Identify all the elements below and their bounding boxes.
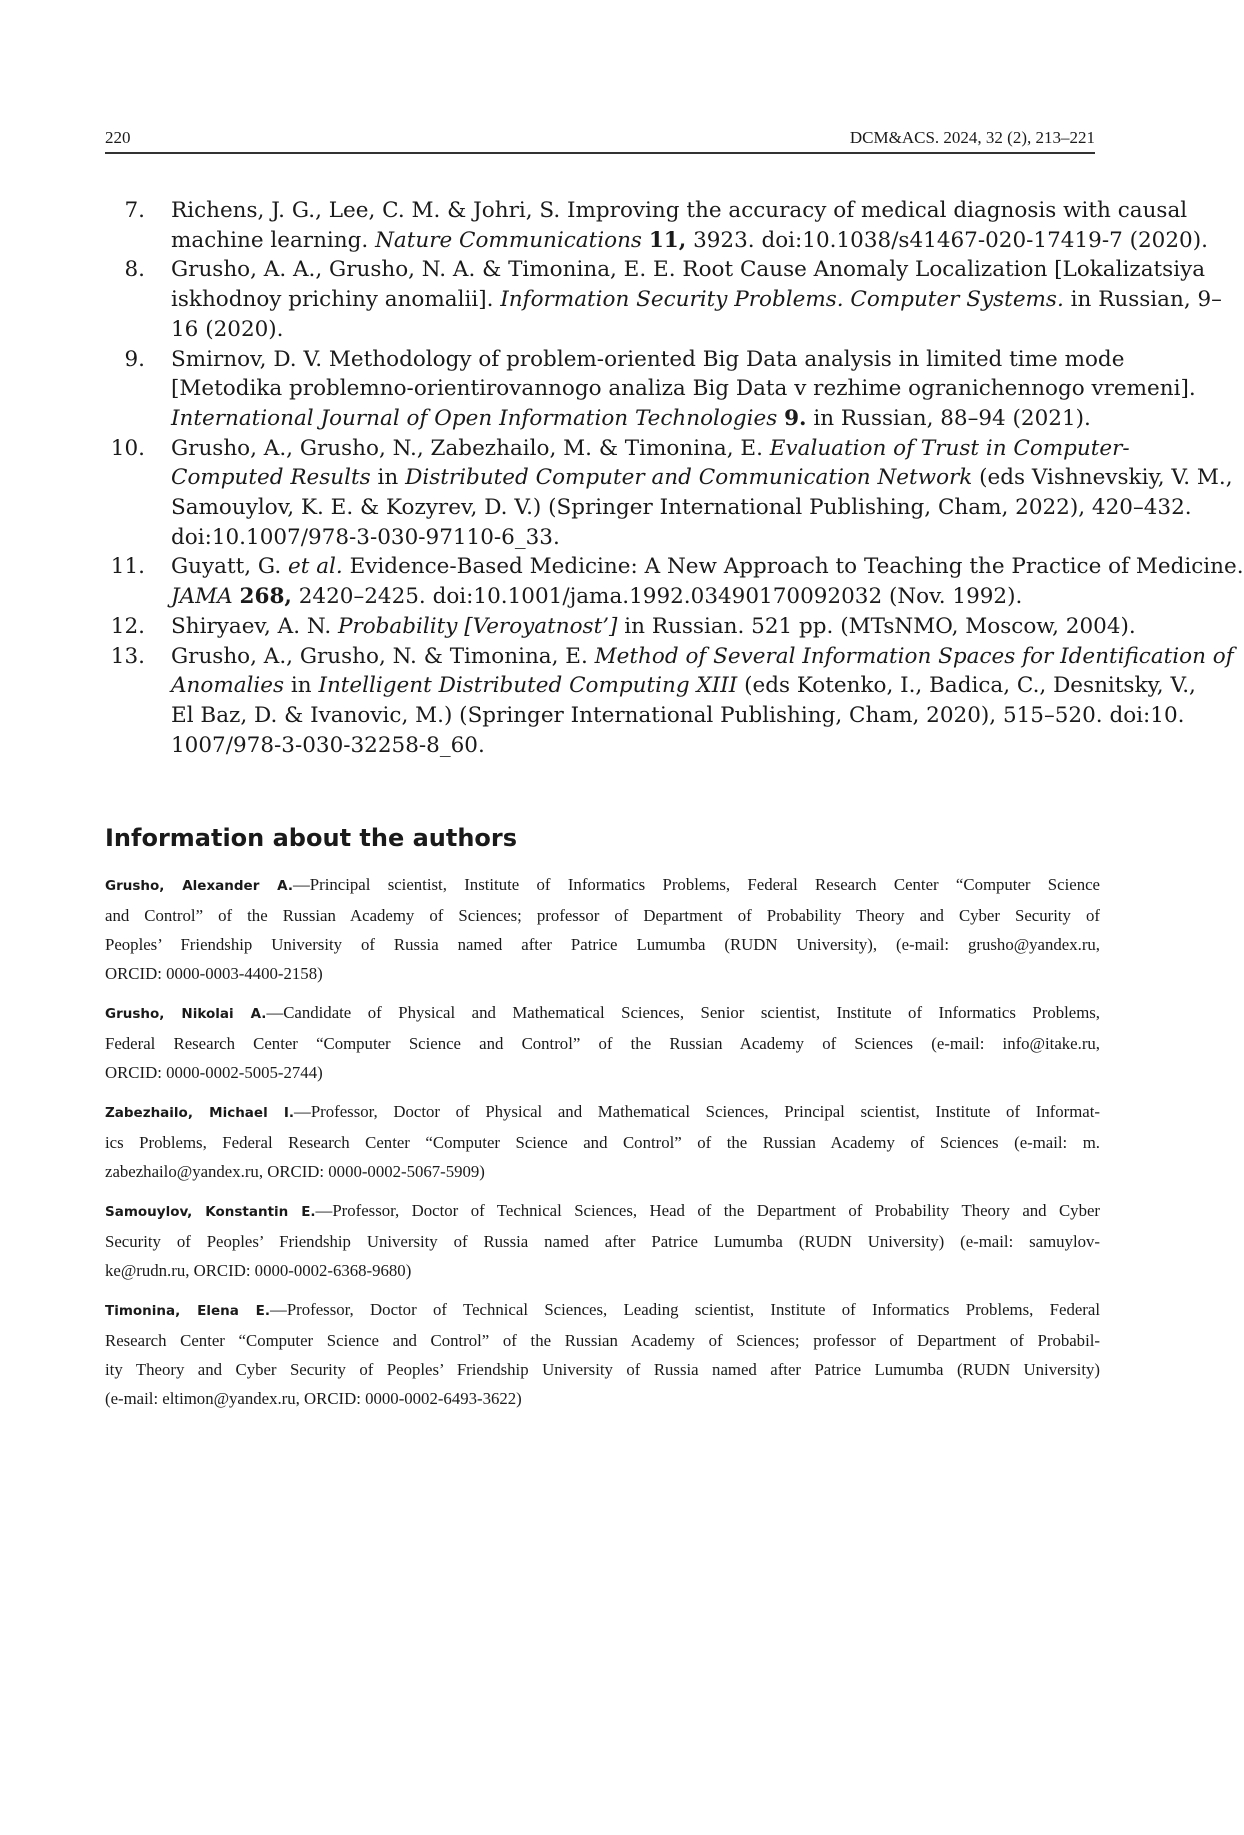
author-description: —Professor, Doctor of Technical Sciences, Head of the Department of Probability Theory and Cyber <box>315 1201 1100 1220</box>
reference-segment: Richens, J. G., Lee, C. M. & Johri, S. Improving the accuracy of medical diagnosis with causal <box>171 198 1188 223</box>
reference-number: 7. <box>124 198 145 223</box>
author-text-line <box>105 1029 1100 1058</box>
author-description: —Professor, Doctor of Technical Sciences, Leading scientist, Institute of Informatics Problems, Federal <box>270 1300 1100 1319</box>
reference-number: 9. <box>124 346 145 372</box>
reference-line <box>171 285 1222 315</box>
reference-segment: in <box>284 673 319 699</box>
reference-segment: Smirnov, D. V. Methodology of problem-oriented Big Data analysis in limited time mode <box>171 346 1125 372</box>
author-entry <box>105 870 1100 988</box>
author-name: Timonina, Elena E. <box>105 1303 271 1319</box>
reference-line <box>171 731 1100 761</box>
author-text-line <box>105 870 1100 901</box>
reference-line <box>171 612 1136 642</box>
author-text-line <box>105 901 1100 930</box>
reference-line <box>171 493 1192 523</box>
reference-segment: Samouylov, K. E. & Kozyrev, D. V.) (Springer International Publishing, Cham, 2022), 420–432. <box>171 495 1192 521</box>
reference-segment: Method of Several Information Spaces for Identification of <box>594 643 1234 669</box>
reference-text <box>171 345 1196 434</box>
author-text-line <box>105 930 1100 959</box>
author-text-line <box>105 1097 1100 1128</box>
author-text-line <box>105 1196 1100 1227</box>
reference-line <box>171 701 1185 731</box>
reference-segment: iskhodnoy prichiny anomalii]. <box>171 287 501 313</box>
reference-segment: Evaluation of Trust in Computer- <box>769 435 1130 461</box>
author-text-line <box>105 959 1100 988</box>
reference-number: 10. <box>110 435 145 461</box>
reference-item <box>105 552 1244 611</box>
reference-segment: Intelligent Distributed Computing XIII <box>318 673 738 699</box>
reference-line <box>171 255 1206 285</box>
author-entry <box>105 998 1100 1087</box>
reference-line <box>171 463 1233 493</box>
author-text-line <box>105 1157 1100 1186</box>
author-name: Grusho, Alexander A. <box>105 878 294 894</box>
reference-line <box>171 374 1196 404</box>
reference-segment: doi:10.1007/978-3-030-97110-6_33. <box>171 524 560 550</box>
author-description: —Professor, Doctor of Physical and Mathematical Sciences, Principal scientist, Institute of Informat- <box>294 1102 1100 1121</box>
reference-item <box>105 612 1136 642</box>
author-description: and Control” of the Russian Academy of Sciences; professor of Department of Probability Theory and Cyber Security of <box>105 906 1100 925</box>
author-description: —Candidate of Physical and Mathematical Sciences, Senior scientist, Institute of Informatics Problems, <box>266 1003 1100 1022</box>
reference-segment: JAMA <box>171 584 233 610</box>
reference-item <box>105 642 1234 761</box>
reference-text <box>171 434 1233 553</box>
reference-segment: Grusho, A., Grusho, N., Zabezhailo, M. & Timonina, E. <box>171 435 770 461</box>
reference-text <box>171 196 1208 255</box>
reference-segment: Computed Results <box>171 465 371 491</box>
reference-segment: 1007/978-3-030-32258-8_60. <box>171 732 485 758</box>
author-text-line <box>105 1326 1100 1355</box>
reference-segment <box>233 584 240 609</box>
reference-segment: in Russian, 88–94 (2021). <box>806 405 1091 431</box>
reference-line <box>171 642 1234 672</box>
reference-segment: (eds Kotenko, I., Badica, C., Desnitsky, V., <box>737 673 1196 699</box>
reference-segment: 16 (2020). <box>171 316 284 342</box>
author-description: Federal Research Center “Computer Science and Control” of the Russian Academy of Sciences (e-mail: info@itake.ru, <box>105 1034 1100 1053</box>
author-text-line <box>105 998 1100 1029</box>
reference-line <box>171 523 1100 553</box>
author-text-line <box>105 1058 1100 1087</box>
reference-segment: Shiryaev, A. N. <box>171 613 338 639</box>
author-description: (e-mail: eltimon@yandex.ru, ORCID: 0000-0002-6493-3622) <box>105 1389 522 1408</box>
reference-text <box>171 552 1244 611</box>
reference-segment: in Russian. 521 pp. (MTsNMO, Moscow, 2004). <box>617 613 1136 639</box>
reference-line <box>171 345 1125 375</box>
reference-segment: Distributed Computer and Communication Network <box>405 465 973 491</box>
reference-segment: 3923. doi:10.1038/s41467-020-17419-7 (2020). <box>686 227 1208 253</box>
reference-segment: Guyatt, G. <box>171 554 289 580</box>
reference-line <box>171 404 1100 434</box>
reference-line <box>171 582 1100 612</box>
author-entry <box>105 1196 1100 1285</box>
reference-segment: Grusho, A., Grusho, N. & Timonina, E. <box>171 643 595 669</box>
author-description: ics Problems, Federal Research Center “Computer Science and Control” of the Russian Academy of Sciences (e-mail: m. <box>105 1133 1100 1152</box>
reference-list <box>105 196 1244 760</box>
reference-segment: Anomalies <box>171 673 285 699</box>
reference-segment: (eds Vishnevskiy, V. M., <box>972 465 1233 491</box>
author-description: Peoples’ Friendship University of Russia named after Patrice Lumumba (RUDN University), (e-mail: grusho@yandex.ru, <box>105 935 1100 954</box>
author-description: —Principal scientist, Institute of Informatics Problems, Federal Research Center “Computer Science <box>293 875 1100 894</box>
reference-text <box>171 642 1234 761</box>
author-text-line <box>105 1295 1100 1326</box>
reference-segment: 11, <box>648 227 687 253</box>
running-header <box>105 124 1095 154</box>
author-description: Security of Peoples’ Friendship University of Russia named after Patrice Lumumba (RUDN University) (e-mail: samuylov- <box>105 1232 1100 1251</box>
reference-text <box>171 612 1136 642</box>
reference-item <box>105 196 1208 255</box>
reference-segment: International Journal of Open Information Technologies <box>171 405 778 431</box>
author-text-line <box>105 1227 1100 1256</box>
reference-segment: Information Security Problems. Computer Systems. <box>500 287 1064 313</box>
reference-text <box>171 255 1222 344</box>
reference-line <box>171 226 1208 256</box>
journal-citation: DCM&ACS. 2024, 32 (2), 213–221 <box>849 128 1095 147</box>
author-name: Zabezhailo, Michael I. <box>105 1105 295 1121</box>
reference-segment: in Russian, 9– <box>1063 287 1222 313</box>
author-description: zabezhailo@yandex.ru, ORCID: 0000-0002-5067-5909) <box>105 1162 485 1181</box>
reference-line <box>171 671 1196 701</box>
reference-line <box>171 315 1100 345</box>
reference-segment: in <box>370 465 406 491</box>
reference-line <box>171 434 1130 464</box>
reference-item <box>105 345 1196 434</box>
reference-number: 12. <box>110 613 145 639</box>
reference-line <box>171 552 1244 582</box>
author-text-line <box>105 1256 1100 1285</box>
reference-number: 11. <box>110 554 145 580</box>
reference-segment: et al. <box>288 554 343 580</box>
reference-segment: 9. <box>784 405 807 431</box>
author-name: Grusho, Nikolai A. <box>105 1006 267 1022</box>
author-text-line <box>105 1384 1100 1413</box>
reference-segment: El Baz, D. & Ivanovic, M.) (Springer International Publishing, Cham, 2020), 515–520. doi:10. <box>171 702 1185 728</box>
author-description: Research Center “Computer Science and Control” of the Russian Academy of Sciences; professor of Department of Probabil- <box>105 1331 1100 1350</box>
reference-segment: Evidence-Based Medicine: A New Approach to Teaching the Practice of Medicine. <box>342 554 1244 580</box>
reference-item <box>105 434 1233 553</box>
reference-segment: Nature Communications <box>375 227 642 253</box>
author-description: ke@rudn.ru, ORCID: 0000-0002-6368-9680) <box>105 1261 412 1280</box>
reference-segment: Grusho, A. A., Grusho, N. A. & Timonina, E. E. Root Cause Anomaly Localization [Lokalizatsiya <box>171 257 1206 283</box>
reference-segment: 268, <box>239 584 292 610</box>
author-name: Samouylov, Konstantin E. <box>105 1204 316 1220</box>
section-title: Information about the authors <box>105 824 518 852</box>
reference-segment: machine learning. <box>171 227 376 253</box>
author-entry <box>105 1295 1100 1413</box>
reference-segment: [Metodika problemno-orientirovannogo analiza Big Data v rezhime ogranichennogo vremeni]. <box>171 376 1196 402</box>
reference-number: 13. <box>110 643 145 669</box>
reference-segment: 2420–2425. doi:10.1001/jama.1992.03490170092032 (Nov. 1992). <box>291 584 1023 610</box>
author-description: ity Theory and Cyber Security of Peoples’ Friendship University of Russia named after Patrice Lumumba (RUDN University) <box>105 1360 1100 1379</box>
reference-segment <box>642 228 649 253</box>
reference-number: 8. <box>124 257 145 283</box>
reference-line <box>171 196 1188 226</box>
reference-segment: Probability [Veroyatnost’] <box>337 613 618 639</box>
reference-item <box>105 255 1222 344</box>
author-text-line <box>105 1128 1100 1157</box>
page-number: 220 <box>105 128 131 147</box>
author-description: ORCID: 0000-0003-4400-2158) <box>105 964 323 983</box>
author-entry <box>105 1097 1100 1186</box>
author-description: ORCID: 0000-0002-5005-2744) <box>105 1063 323 1082</box>
author-text-line <box>105 1355 1100 1384</box>
author-info-list <box>105 870 1100 1423</box>
